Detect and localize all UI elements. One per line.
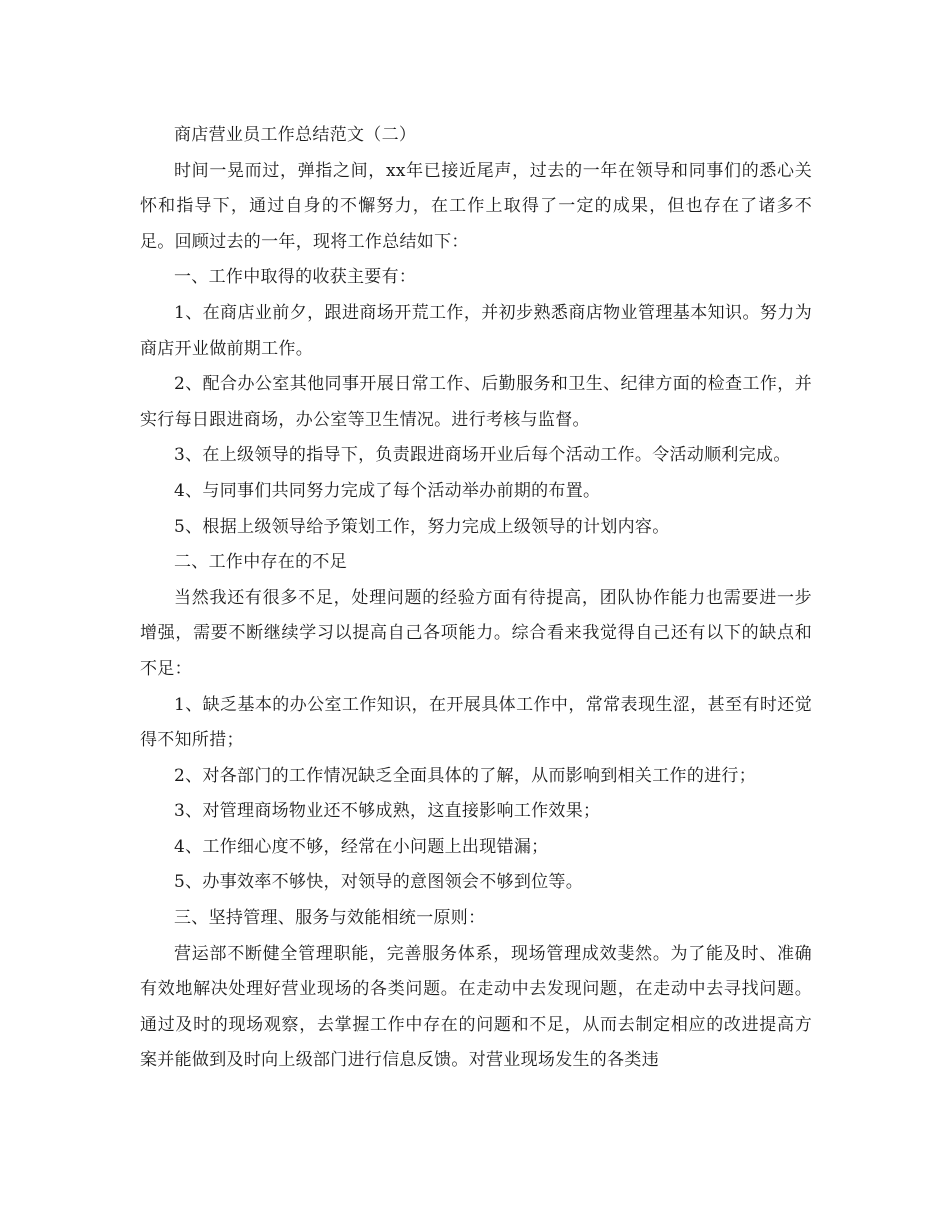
list-item: 4、工作细心度不够，经常在小问题上出现错漏；: [174, 836, 549, 857]
list-item: 1、在商店业前夕，跟进商场开荒工作，并初步熟悉商店物业管理基本知识。努力为商店开业做前期工作。: [140, 302, 812, 359]
document-title: 商店营业员工作总结范文（二）: [174, 125, 417, 145]
list-item: 3、对管理商场物业还不够成熟，这直接影响工作效果；: [174, 801, 601, 822]
paragraph-intro: 时间一晃而过，弹指之间，xx年已接近尾声，过去的一年在领导和同事们的悉心关怀和指导下，通过自身的不懈努力，在工作上取得了一定的成果，但也存在了诸多不足。回顾过去的一年，现将工作总结如下：: [140, 160, 812, 252]
paragraph-operations: 营运部不断健全管理职能，完善服务体系，现场管理成效斐然。为了能及时、准确有效地解决处理好营业现场的各类问题。在走动中去发现问题，在走动中去寻找问题。通过及时的现场观察，去掌握工作中存在的问题和不足，从而去制定相应的改进提高方案并能做到及时向上级部门进行信息反馈。对营业现场发生的各类违: [140, 943, 812, 1071]
list-item: 4、与同事们共同努力完成了每个活动举办前期的布置。: [174, 480, 601, 501]
list-item: 2、对各部门的工作情况缺乏全面具体的了解，从而影响到相关工作的进行；: [174, 765, 757, 786]
section-heading-gains: 一、工作中取得的收获主要有：: [174, 267, 417, 288]
list-item: 1、缺乏基本的办公室工作知识，在开展具体工作中，常常表现生涩，甚至有时还觉得不知所措；: [140, 694, 812, 751]
section-heading-principles: 三、坚持管理、服务与效能相统一原则：: [174, 908, 486, 929]
list-item: 5、办事效率不够快，对领导的意图领会不够到位等。: [174, 872, 584, 893]
list-item: 3、在上级领导的指导下，负责跟进商场开业后每个活动工作。令活动顺利完成。: [174, 445, 791, 466]
paragraph-shortcomings-intro: 当然我还有很多不足，处理问题的经验方面有待提高，团队协作能力也需要进一步增强，需要不断继续学习以提高自己各项能力。综合看来我觉得自己还有以下的缺点和不足：: [140, 587, 812, 679]
list-item: 5、根据上级领导给予策划工作，努力完成上级领导的计划内容。: [174, 516, 670, 537]
section-heading-shortcomings: 二、工作中存在的不足: [174, 552, 347, 573]
list-item: 2、配合办公室其他同事开展日常工作、后勤服务和卫生、纪律方面的检查工作，并实行每日跟进商场，办公室等卫生情况。进行考核与监督。: [140, 374, 812, 430]
document-body: [140, 118, 812, 1079]
